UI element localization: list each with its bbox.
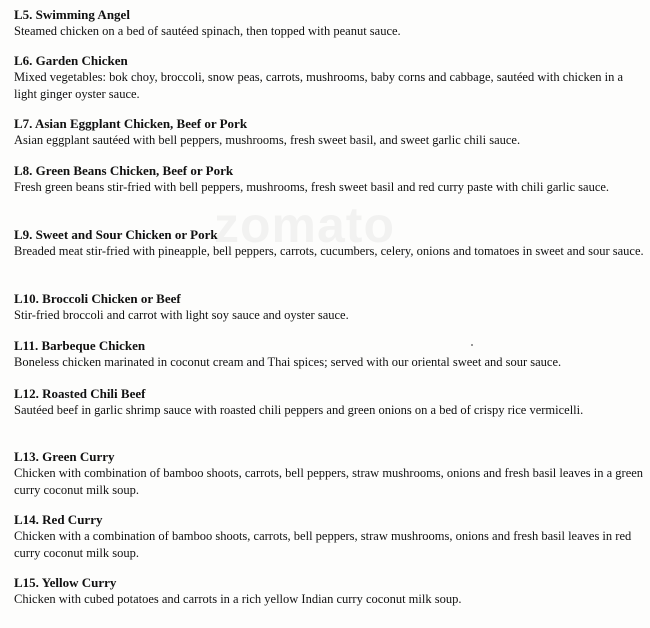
menu-item-l9 <box>14 227 644 260</box>
menu-item-l6 <box>14 53 644 102</box>
menu-item-description: Boneless chicken marinated in coconut cream and Thai spices; served with our oriental sweet and sour sauce. <box>14 355 562 369</box>
menu-item-description: Sautéed beef in garlic shrimp sauce with roasted chili peppers and green onions on a bed of crispy rice vermicelli. <box>14 403 584 417</box>
menu-item-l13 <box>14 449 644 498</box>
menu-item-title: L7. Asian Eggplant Chicken, Beef or Pork <box>14 116 248 131</box>
menu-item-title: L11. Barbeque Chicken <box>14 338 146 353</box>
menu-item-title: L8. Green Beans Chicken, Beef or Pork <box>14 163 234 178</box>
menu-item-description: Fresh green beans stir-fried with bell peppers, mushrooms, fresh sweet basil and red curry paste with chili garlic sauce. <box>14 180 610 194</box>
menu-item-description: Mixed vegetables: bok choy, broccoli, snow peas, carrots, mushrooms, baby corns and cabbage, sautéed with chicken in a light ginger oyster sauce. <box>14 70 624 101</box>
menu-item-l10 <box>14 291 644 324</box>
menu-item-l5 <box>14 7 644 40</box>
menu-item-l14 <box>14 512 644 561</box>
menu-item-title: L14. Red Curry <box>14 512 103 527</box>
menu-item-l7 <box>14 116 644 149</box>
menu-item-title: L10. Broccoli Chicken or Beef <box>14 291 181 306</box>
menu-item-title: L6. Garden Chicken <box>14 53 128 68</box>
menu-item-description: Asian eggplant sautéed with bell peppers, mushrooms, fresh sweet basil, and sweet garlic chili sauce. <box>14 133 521 147</box>
menu-item-description: Chicken with combination of bamboo shoots, carrots, bell peppers, straw mushrooms, onions and fresh basil leaves in a green curry coconut milk soup. <box>14 466 644 497</box>
menu-item-description: Breaded meat stir-fried with pineapple, bell peppers, carrots, cucumbers, celery, onions and tomatoes in sweet and sour sauce. <box>14 244 644 258</box>
menu-item-l8 <box>14 163 644 196</box>
menu-item-l15 <box>14 575 644 608</box>
menu-item-title: L5. Swimming Angel <box>14 7 130 22</box>
menu-item-l12 <box>14 386 644 419</box>
menu-item-description: Stir-fried broccoli and carrot with light soy sauce and oyster sauce. <box>14 308 349 322</box>
menu-item-l11 <box>14 338 644 371</box>
menu-item-title: L15. Yellow Curry <box>14 575 117 590</box>
menu-item-title: L9. Sweet and Sour Chicken or Pork <box>14 227 218 242</box>
menu-item-description: Steamed chicken on a bed of sautéed spinach, then topped with peanut sauce. <box>14 24 401 38</box>
menu-item-title: L12. Roasted Chili Beef <box>14 386 146 401</box>
menu-item-description: Chicken with a combination of bamboo shoots, carrots, bell peppers, straw mushrooms, onions and fresh basil leaves in red curry coconut milk soup. <box>14 529 632 560</box>
menu-item-description: Chicken with cubed potatoes and carrots in a rich yellow Indian curry coconut milk soup. <box>14 592 462 606</box>
menu-item-title: L13. Green Curry <box>14 449 115 464</box>
